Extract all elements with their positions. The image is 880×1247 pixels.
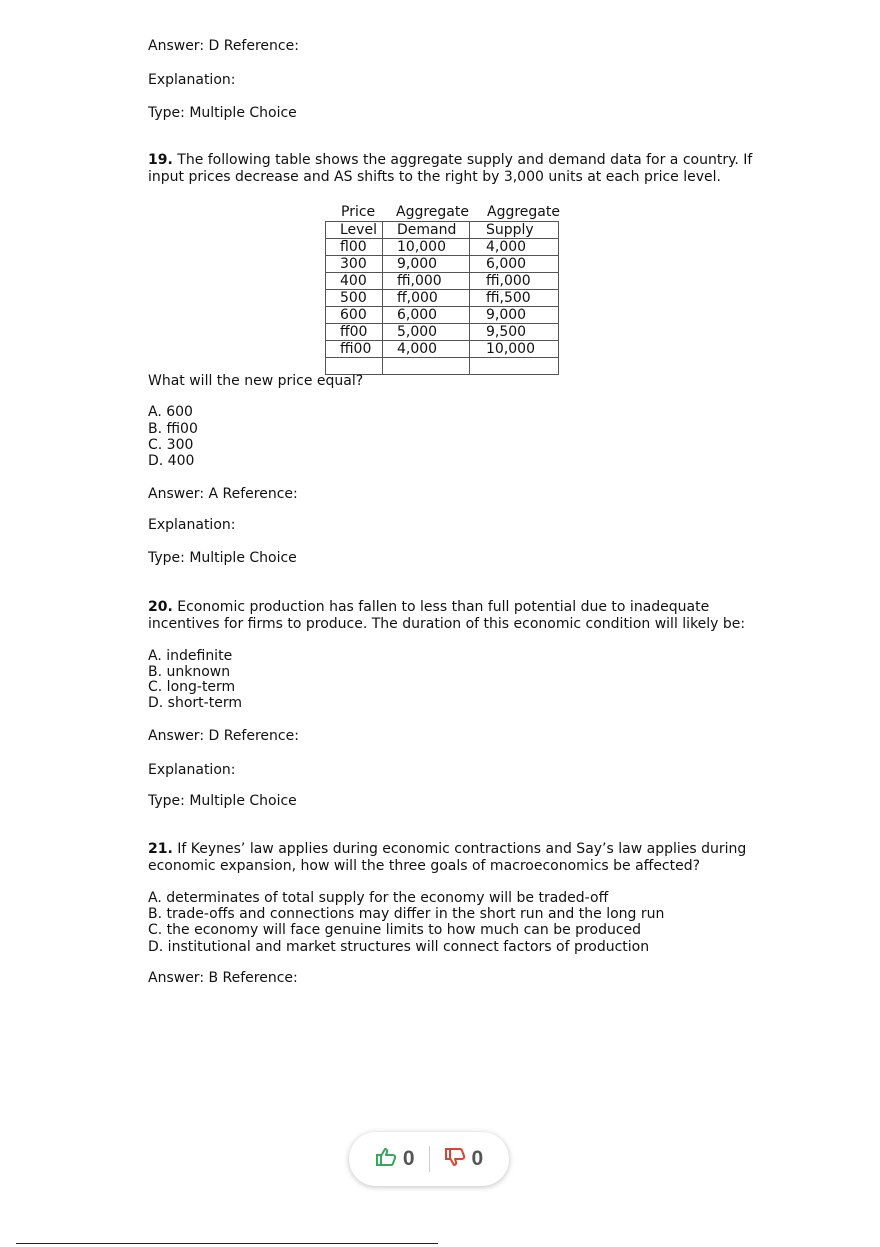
q18-explanation: Explanation: bbox=[148, 72, 236, 88]
q19-stem bbox=[148, 152, 758, 186]
q20-number: 20. bbox=[148, 599, 173, 615]
table-cell bbox=[326, 358, 383, 375]
vote-divider bbox=[429, 1146, 430, 1172]
q20-text: Economic production has fallen to less than full potential due to inadequate incentives for firms to produce. The duration of this economic condition will likely be: bbox=[148, 599, 746, 632]
table-cell: 400 bbox=[326, 273, 383, 290]
table-row bbox=[326, 239, 559, 256]
q19-option-b: B. ffi00 bbox=[148, 421, 198, 437]
q19-number: 19. bbox=[148, 152, 173, 168]
q19-question: What will the new price equal? bbox=[148, 373, 364, 389]
q18-answer: Answer: D Reference: bbox=[148, 38, 299, 54]
table-cell: 6,000 bbox=[470, 256, 559, 273]
q21-answer: Answer: B Reference: bbox=[148, 970, 298, 986]
table-cell bbox=[383, 358, 470, 375]
table-cell: ffi,000 bbox=[470, 273, 559, 290]
q18-type: Type: Multiple Choice bbox=[148, 105, 297, 121]
table-cell: 9,500 bbox=[470, 324, 559, 341]
footer-divider bbox=[16, 1243, 438, 1244]
q21-option-b: B. trade-offs and connections may differ in the short run and the long run bbox=[148, 906, 665, 922]
table-cell bbox=[470, 358, 559, 375]
downvote-count: 0 bbox=[471, 1147, 484, 1170]
q20-answer: Answer: D Reference: bbox=[148, 728, 299, 744]
table-cell: 10,000 bbox=[383, 239, 470, 256]
q19-text: The following table shows the aggregate supply and demand data for a country. If input prices decrease and AS shifts to the right by 3,000 units at each price level. bbox=[148, 152, 753, 185]
table-row bbox=[326, 341, 559, 358]
table-header-supply: Supply bbox=[470, 222, 559, 239]
thumbs-up-icon bbox=[375, 1147, 397, 1171]
table-cell: 500 bbox=[326, 290, 383, 307]
q19-type: Type: Multiple Choice bbox=[148, 550, 297, 566]
table-cell: ff00 bbox=[326, 324, 383, 341]
table-cell: fl00 bbox=[326, 239, 383, 256]
thumbs-down-icon bbox=[444, 1147, 466, 1171]
table-row bbox=[326, 290, 559, 307]
q21-option-a: A. determinates of total supply for the economy will be traded-off bbox=[148, 890, 609, 906]
table-row bbox=[326, 256, 559, 273]
table-cell: 10,000 bbox=[470, 341, 559, 358]
table-cell: ffi,500 bbox=[470, 290, 559, 307]
q19-option-a: A. 600 bbox=[148, 404, 193, 420]
table-header-aggregate-supply: Aggregate bbox=[487, 204, 560, 220]
q20-option-a: A. indefinite bbox=[148, 648, 233, 664]
table-row bbox=[326, 324, 559, 341]
table-row-empty bbox=[326, 358, 559, 375]
q19-explanation: Explanation: bbox=[148, 517, 236, 533]
table-cell: 9,000 bbox=[470, 307, 559, 324]
table-cell: 4,000 bbox=[470, 239, 559, 256]
table-row bbox=[326, 307, 559, 324]
q21-option-d: D. institutional and market structures will connect factors of production bbox=[148, 939, 650, 955]
table-cell: ffi00 bbox=[326, 341, 383, 358]
table-cell: 4,000 bbox=[383, 341, 470, 358]
table-header-price: Price bbox=[341, 204, 376, 220]
q19-option-c: C. 300 bbox=[148, 437, 194, 453]
q21-option-c: C. the economy will face genuine limits to how much can be produced bbox=[148, 922, 642, 938]
table-cell: 6,000 bbox=[383, 307, 470, 324]
table-cell: ff,000 bbox=[383, 290, 470, 307]
table-row bbox=[326, 273, 559, 290]
q20-option-c: C. long-term bbox=[148, 679, 236, 695]
q19-option-d: D. 400 bbox=[148, 453, 195, 469]
table-cell: 5,000 bbox=[383, 324, 470, 341]
q21-text: If Keynes’ law applies during economic contractions and Say’s law applies during economic expansion, how will the three goals of macroeconomics be affected? bbox=[148, 841, 747, 874]
q20-explanation: Explanation: bbox=[148, 762, 236, 778]
table-cell: 9,000 bbox=[383, 256, 470, 273]
q19-answer: Answer: A Reference: bbox=[148, 486, 298, 502]
vote-widget bbox=[349, 1132, 509, 1186]
table-header-level: Level bbox=[326, 222, 383, 239]
table-header-row-2 bbox=[326, 222, 559, 239]
downvote-button[interactable] bbox=[444, 1147, 484, 1171]
q20-option-d: D. short-term bbox=[148, 695, 242, 711]
table-header-aggregate-demand: Aggregate bbox=[396, 204, 469, 220]
table-cell: ffi,000 bbox=[383, 273, 470, 290]
aggregate-supply-demand-table bbox=[325, 221, 559, 375]
table-cell: 600 bbox=[326, 307, 383, 324]
upvote-count: 0 bbox=[402, 1147, 415, 1170]
q21-stem bbox=[148, 841, 748, 875]
table-header-demand: Demand bbox=[383, 222, 470, 239]
q20-type: Type: Multiple Choice bbox=[148, 793, 297, 809]
q20-option-b: B. unknown bbox=[148, 664, 231, 680]
q20-stem bbox=[148, 599, 753, 633]
table-cell: 300 bbox=[326, 256, 383, 273]
q21-number: 21. bbox=[148, 841, 173, 857]
upvote-button[interactable] bbox=[375, 1147, 415, 1171]
